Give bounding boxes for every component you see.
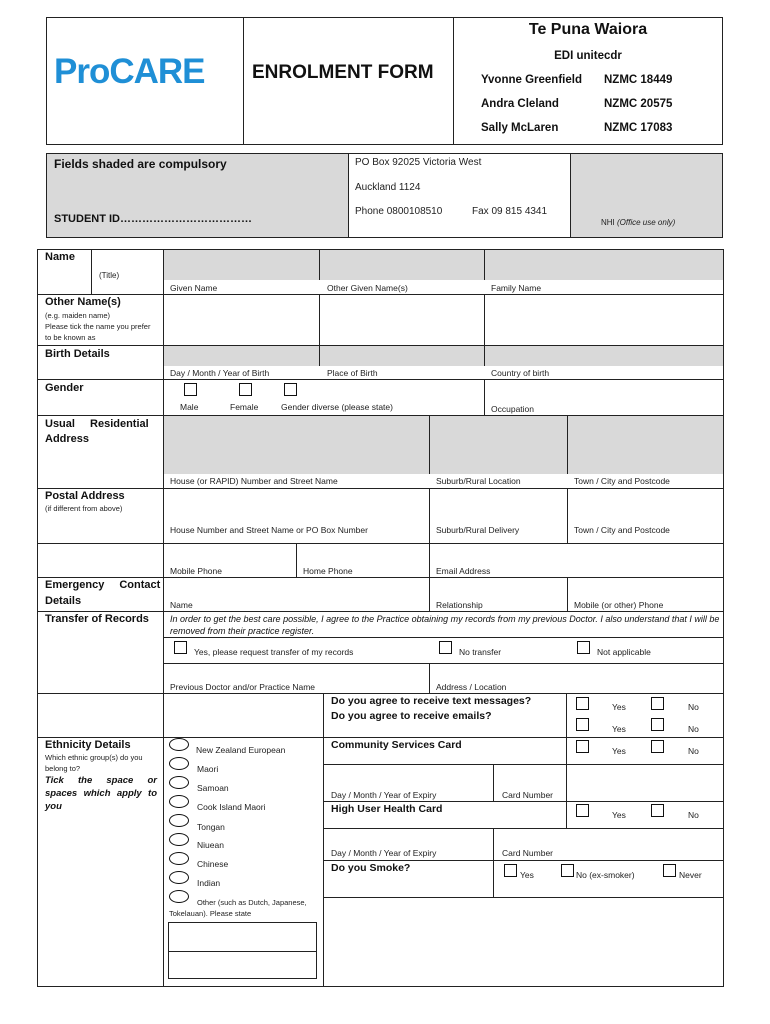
ethnicity-other-field-1[interactable] <box>168 922 317 952</box>
doctor-nzmc: NZMC 18449 <box>604 74 673 86</box>
email-yes-checkbox[interactable] <box>576 718 589 731</box>
doctor-name: Andra Cleland <box>481 98 559 110</box>
huhc-expiry-label: Day / Month / Year of Expiry <box>331 848 437 858</box>
other-name-2[interactable] <box>319 294 485 346</box>
huhc-no-label: No <box>688 810 699 820</box>
consent-answer-cell <box>566 693 724 738</box>
other-name-1[interactable] <box>163 294 320 346</box>
student-id-field[interactable]: STUDENT ID……………………………… <box>54 213 252 225</box>
csc-no-checkbox[interactable] <box>651 740 664 753</box>
ethnicity-other-field-2[interactable] <box>168 951 317 979</box>
postal-suburb-field[interactable] <box>429 488 568 544</box>
text-consent-question: Do you agree to receive text messages? <box>331 695 532 707</box>
ethnicity-other-label: Other (such as Dutch, Japanese, Tokelauan). Please state <box>169 898 307 918</box>
ethnicity-cook-island-radio[interactable] <box>169 795 189 808</box>
postal-town-field[interactable] <box>567 488 724 544</box>
practice-fax: Fax 09 815 4341 <box>472 206 548 217</box>
procare-logo: ProCARE <box>54 52 205 91</box>
csc-answer-cell <box>566 737 724 765</box>
phones-label-cell <box>37 543 164 578</box>
suburb-rural-label: Suburb/Rural Location <box>436 476 521 486</box>
email-no-checkbox[interactable] <box>651 718 664 731</box>
ethnicity-samoan-radio[interactable] <box>169 776 189 789</box>
huhc-number-label: Card Number <box>502 848 554 858</box>
ethnicity-tick-note: Tick the space or spaces which apply to you <box>45 775 157 812</box>
country-birth-label: Country of birth <box>491 368 550 378</box>
huhc-answer-cell <box>566 801 724 829</box>
csc-no-label: No <box>688 746 699 756</box>
male-checkbox[interactable] <box>184 383 197 396</box>
smoke-ex-label: No (ex-smoker) <box>576 870 635 880</box>
ec-name-label: Name <box>170 600 193 610</box>
male-label: Male <box>180 402 199 412</box>
smoke-never-label: Never <box>679 870 702 880</box>
email-label: Email Address <box>436 566 491 576</box>
transfer-records-label: Transfer of Records <box>45 613 149 625</box>
doctor-nzmc: NZMC 20575 <box>604 98 673 110</box>
csc-yes-checkbox[interactable] <box>576 740 589 753</box>
other-given-label: Other Given Name(s) <box>327 283 408 293</box>
place-birth-label: Place of Birth <box>327 368 378 378</box>
not-applicable-checkbox[interactable] <box>577 641 590 654</box>
ethnicity-note: Which ethnic group(s) do you belong to? <box>45 753 143 773</box>
name-label: Name <box>45 251 75 263</box>
ethnicity-option-label: Tongan <box>197 822 225 832</box>
nhi-label: NHI (Office use only) <box>601 218 676 227</box>
ethnicity-option-label: Chinese <box>197 859 229 869</box>
ec-name-field[interactable] <box>163 577 430 612</box>
dob-label: Day / Month / Year of Birth <box>170 368 270 378</box>
csc-expiry-label: Day / Month / Year of Expiry <box>331 790 437 800</box>
other-names-note: (e.g. maiden name) <box>45 311 111 320</box>
house-rapid-label: House (or RAPID) Number and Street Name <box>170 476 338 486</box>
family-name-label: Family Name <box>491 283 542 293</box>
postal-address-label: Postal Address <box>45 490 125 502</box>
text-no-checkbox[interactable] <box>651 697 664 710</box>
female-label: Female <box>230 402 259 412</box>
practice-phone: Phone 0800108510 <box>355 206 443 217</box>
female-checkbox[interactable] <box>239 383 252 396</box>
not-applicable-label: Not applicable <box>597 647 651 657</box>
smoke-yes-checkbox[interactable] <box>504 864 517 877</box>
practice-address-line2: Auckland 1124 <box>355 182 421 193</box>
consent-blank-cell <box>37 693 164 738</box>
postal-house-field[interactable] <box>163 488 430 544</box>
doctor-name: Sally McLaren <box>481 122 559 134</box>
other-names-note2: Please tick the name you prefer to be known as <box>45 322 151 342</box>
mobile-phone-label: Mobile Phone <box>170 566 222 576</box>
mobile-other-label: Mobile (or other) Phone <box>574 600 664 610</box>
town-city2-label: Town / City and Postcode <box>574 525 670 535</box>
ethnicity-indian-radio[interactable] <box>169 871 189 884</box>
yes-transfer-checkbox[interactable] <box>174 641 187 654</box>
address-location-label: Address / Location <box>436 682 507 692</box>
email-no-label: No <box>688 724 699 734</box>
doctor-name: Yvonne Greenfield <box>481 74 582 86</box>
ethnicity-tongan-radio[interactable] <box>169 814 189 827</box>
ethnicity-nz-european-radio[interactable] <box>169 738 189 751</box>
ethnicity-option-label: Maori <box>197 764 219 774</box>
csc-yes-label: Yes <box>612 746 626 756</box>
other-names-label: Other Name(s) <box>45 296 121 308</box>
usual-residential-label: Usual Residential <box>45 418 149 430</box>
ethnicity-option-label: Indian <box>197 878 221 888</box>
given-name-label: Given Name <box>170 283 218 293</box>
ethnicity-option-label: New Zealand European <box>196 745 286 755</box>
birth-details-label: Birth Details <box>45 348 110 360</box>
ethnicity-option-label: Cook Island Maori <box>197 802 266 812</box>
ethnicity-option-label: Niuean <box>197 840 224 850</box>
address-label: Address <box>45 433 90 445</box>
text-yes-label: Yes <box>612 702 626 712</box>
home-phone-label: Home Phone <box>303 566 353 576</box>
yes-transfer-label: Yes, please request transfer of my records <box>194 647 354 657</box>
ethnicity-niuean-radio[interactable] <box>169 833 189 846</box>
text-no-label: No <box>688 702 699 712</box>
postal-note: (if different from above) <box>45 504 123 513</box>
transfer-consent-text: In order to get the best care possible, I agree to the Practice obtaining my records from my previous Doctor. I also understand that I will be removed from their practice register. <box>170 614 720 636</box>
occupation-label: Occupation <box>491 404 534 414</box>
csc-label: Community Services Card <box>331 739 462 751</box>
ethnicity-label: Ethnicity Details <box>45 739 131 751</box>
no-transfer-label: No transfer <box>459 647 502 657</box>
huhc-yes-label: Yes <box>612 810 626 820</box>
ethnicity-option-label: Samoan <box>197 783 229 793</box>
smoke-never-checkbox[interactable] <box>663 864 676 877</box>
prev-doctor-label: Previous Doctor and/or Practice Name <box>170 682 316 692</box>
ethnicity-maori-radio[interactable] <box>169 757 189 770</box>
doctor-nzmc: NZMC 17083 <box>604 122 673 134</box>
name-label-band <box>164 280 723 294</box>
compulsory-note: Fields shaded are compulsory <box>54 157 227 171</box>
town-city-label: Town / City and Postcode <box>574 476 670 486</box>
email-consent-question: Do you agree to receive emails? <box>331 710 492 722</box>
suburb-delivery-label: Suburb/Rural Delivery <box>436 525 520 535</box>
form-title: ENROLMENT FORM <box>252 62 434 83</box>
email-yes-label: Yes <box>612 724 626 734</box>
smoke-label: Do you Smoke? <box>331 862 411 874</box>
huhc-label: High User Health Card <box>331 803 443 815</box>
details-label: Details <box>45 595 82 607</box>
text-yes-checkbox[interactable] <box>576 697 589 710</box>
csc-number-label: Card Number <box>502 790 554 800</box>
relationship-label: Relationship <box>436 600 483 610</box>
practice-name: Te Puna Waiora <box>528 21 648 38</box>
huhc-no-checkbox[interactable] <box>651 804 664 817</box>
consent-blank-cell-2 <box>163 693 324 738</box>
huhc-yes-checkbox[interactable] <box>576 804 589 817</box>
no-transfer-checkbox[interactable] <box>439 641 452 654</box>
other-name-3[interactable] <box>484 294 724 346</box>
gender-diverse-checkbox[interactable] <box>284 383 297 396</box>
ethnicity-chinese-radio[interactable] <box>169 852 189 865</box>
gender-diverse-label: Gender diverse (please state) <box>281 402 393 412</box>
house-po-label: House Number and Street Name or PO Box Number <box>170 525 368 535</box>
gender-label: Gender <box>45 382 84 394</box>
smoke-yes-label: Yes <box>520 870 534 880</box>
emergency-contact-label: Emergency Contact <box>45 579 161 591</box>
edi-code: EDI unitecdr <box>554 50 622 62</box>
smoke-ex-checkbox[interactable] <box>561 864 574 877</box>
title-label: (Title) <box>99 271 120 280</box>
practice-address-line1: PO Box 92025 Victoria West <box>355 157 482 168</box>
